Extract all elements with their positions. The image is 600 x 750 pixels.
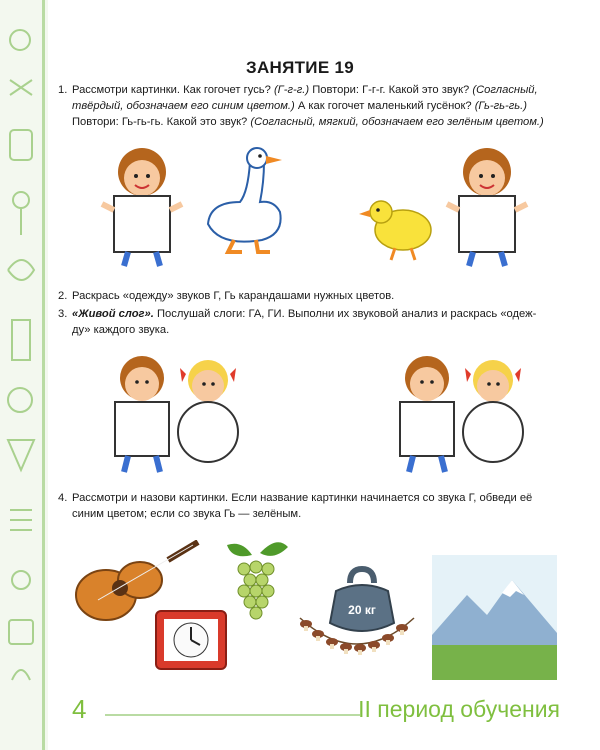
task-1-line-3: Повтори: Гь-гь-гь. Какой это звук? (Согласный, мягкий, обозначаем его зелёным цветом.) [72, 116, 544, 128]
task-4-line-1: Рассмотри и назови картинки. Если название картинки начинается со звука Г, обведи её [72, 492, 533, 504]
task-1 [58, 82, 562, 130]
boy-girl-syllable-pair-2 [385, 348, 535, 483]
task-2 [58, 288, 562, 304]
page-number: 4 [72, 694, 87, 724]
alarm-clock-image [152, 605, 232, 675]
boy-with-square-1 [100, 140, 185, 270]
margin-doodles [0, 0, 44, 750]
boy-with-square-2 [445, 140, 530, 270]
gosling [355, 190, 440, 265]
task-4 [58, 490, 562, 522]
task-3-line-2: ду» каждого звука. [72, 324, 170, 336]
section-title: II период обучения [358, 696, 560, 722]
task-number: 3. [58, 308, 68, 320]
page-title: ЗАНЯТИЕ 19 [246, 58, 354, 77]
boy-girl-syllable-pair-1 [100, 348, 250, 483]
grapes-image [222, 535, 292, 630]
task-3-line-1: «Живой слог». Послушай слоги: ГА, ГИ. Выполни их звуковой анализ и раскрась «одеж- [72, 308, 537, 320]
weight-label: 20 кг [348, 603, 376, 617]
task-3 [58, 306, 562, 338]
task-number: 1. [58, 84, 68, 96]
task-2-text: Раскрась «одежду» звуков Г, Гь карандашами нужных цветов. [72, 290, 395, 302]
task-number: 4. [58, 492, 68, 504]
footer-divider [105, 714, 360, 716]
mushroom-garland-image [292, 610, 422, 670]
goose [200, 142, 290, 257]
task-1-line-1: Рассмотри картинки. Как гогочет гусь? (Г-г-г.) Повтори: Г-г-г. Какой это звук? (Согласный, [72, 84, 538, 96]
task-4-line-2: синим цветом; если со звука Гь — зелёным. [72, 508, 302, 520]
task-number: 2. [58, 290, 68, 302]
task-1-line-2: твёрдый, обозначаем его синим цветом.) А как гогочет маленький гусёнок? (Гь-гь-гь.) [72, 100, 527, 112]
mountains-image [432, 555, 557, 680]
